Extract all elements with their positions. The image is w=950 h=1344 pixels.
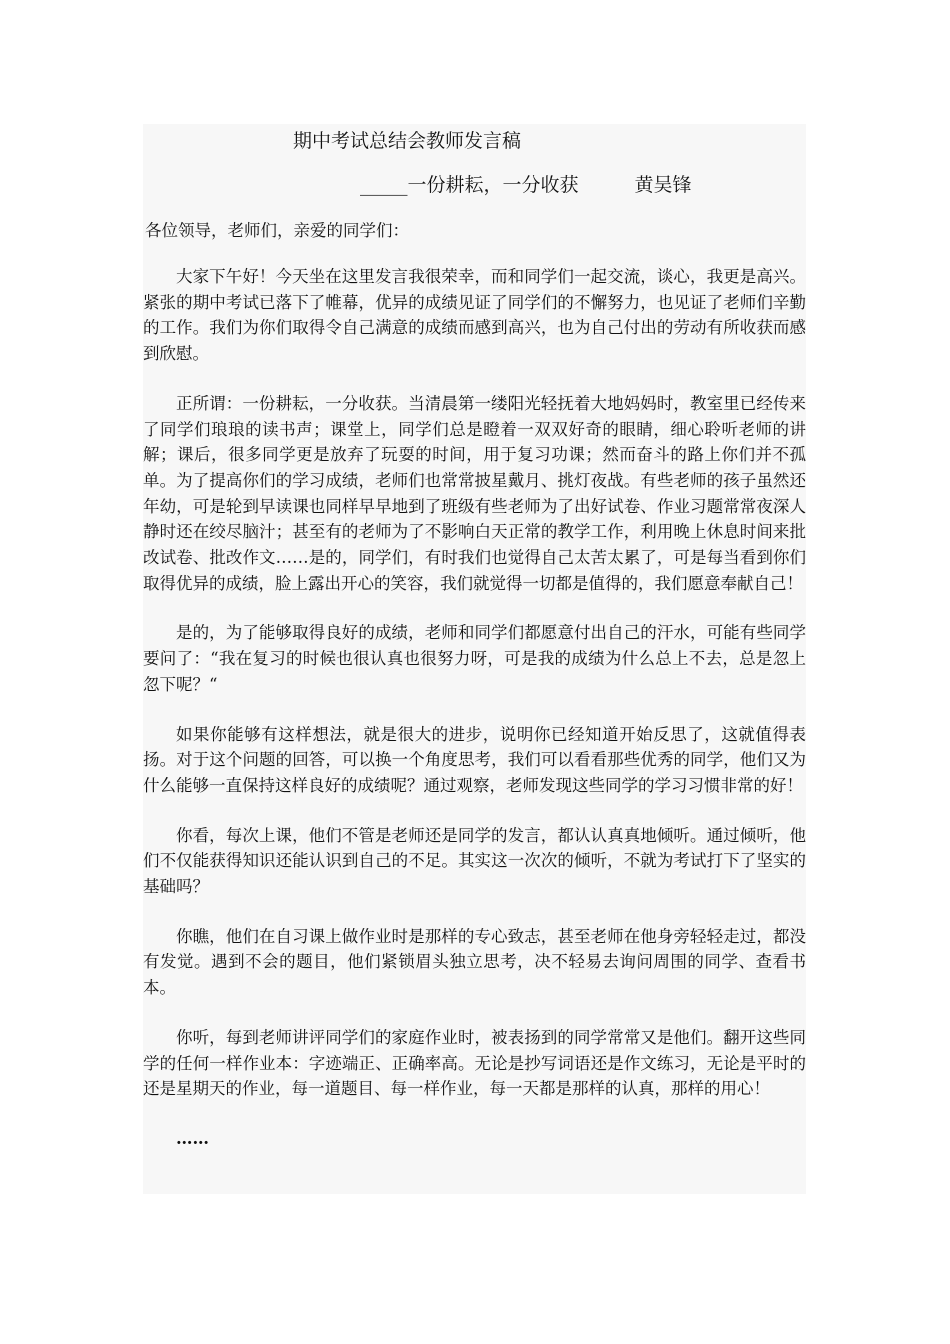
author-name: 黄吴锋	[634, 174, 692, 196]
document-subtitle-line	[360, 172, 692, 198]
paragraph-4: 如果你能够有这样想法，就是很大的进步，说明你已经知道开始反思了，这就值得表扬。对于这个问题的回答，可以换一个角度思考，我们可以看看那些优秀的同学，他们又为什么能够一直保持这样良好的成绩呢？通过观察，老师发现这些同学的学习习惯非常的好！	[143, 724, 806, 795]
document-body	[143, 124, 806, 1194]
closing-ellipsis: ……	[176, 1128, 209, 1148]
document-title: 期中考试总结会教师发言稿	[293, 130, 522, 152]
paragraph-6: 你瞧，他们在自习课上做作业时是那样的专心致志，甚至老师在他身旁轻轻走过，都没有发觉。遇到不会的题目，他们紧锁眉头独立思考，决不轻易去询问周围的同学、查看书本。	[143, 926, 806, 998]
paragraph-5: 你看，每次上课，他们不管是老师还是同学的发言，都认认真真地倾听。通过倾听，他们不仅能获得知识还能认识到自己的不足。其实这一次次的倾听，不就为考试打下了坚实的基础吗？	[143, 825, 806, 897]
paragraph-2: 正所谓：一份耕耘，一分收获。当清晨第一缕阳光轻抚着大地妈妈时，教室里已经传来了同学们琅琅的读书声；课堂上，同学们总是瞪着一双双好奇的眼睛，细心聆听老师的讲解；课后，很多同学更是放弃了玩耍的时间，用于复习功课；然而奋斗的路上你们并不孤单。为了提高你们的学习成绩，老师们也常常披星戴月、挑灯夜战。有些老师的孩子虽然还年幼，可是轮到早读课也同样早早地到了班级有些老师为了出好试卷、作业习题常常夜深人静时还在绞尽脑汁；甚至有的老师为了不影响白天正常的教学工作，利用晚上休息时间来批改试卷、批改作文……是的，同学们，有时我们也觉得自己太苦太累了，可是每当看到你们取得优异的成绩，脸上露出开心的笑容，我们就觉得一切都是值得的，我们愿意奉献自己！	[143, 393, 806, 593]
document-subtitle: _____一份耕耘，一分收获	[360, 174, 579, 196]
paragraph-1: 大家下午好！今天坐在这里发言我很荣幸，而和同学们一起交流，谈心，我更是高兴。紧张的期中考试已落下了帷幕，优异的成绩见证了同学们的不懈努力，也见证了老师们辛勤的工作。我们为你们取得令自己满意的成绩而感到高兴，也为自己付出的劳动有所收获而感到欣慰。	[143, 267, 806, 364]
speech-text	[143, 264, 806, 1152]
paragraph-3: 是的，为了能够取得良好的成绩，老师和同学们都愿意付出自己的汗水，可能有些同学要问了：“我在复习的时候也很认真也很努力呀，可是我的成绩为什么总上不去，总是忽上忽下呢？“	[143, 623, 806, 694]
paragraph-7: 你听，每到老师讲评同学们的家庭作业时，被表扬到的同学常常又是他们。翻开这些同学的任何一样作业本：字迹端正、正确率高。无论是抄写词语还是作文练习，无论是平时的还是星期天的作业，每一道题目、每一样作业，每一天都是那样的认真，那样的用心！	[143, 1027, 806, 1099]
greeting: 各位领导，老师们，亲爱的同学们：	[145, 221, 409, 240]
